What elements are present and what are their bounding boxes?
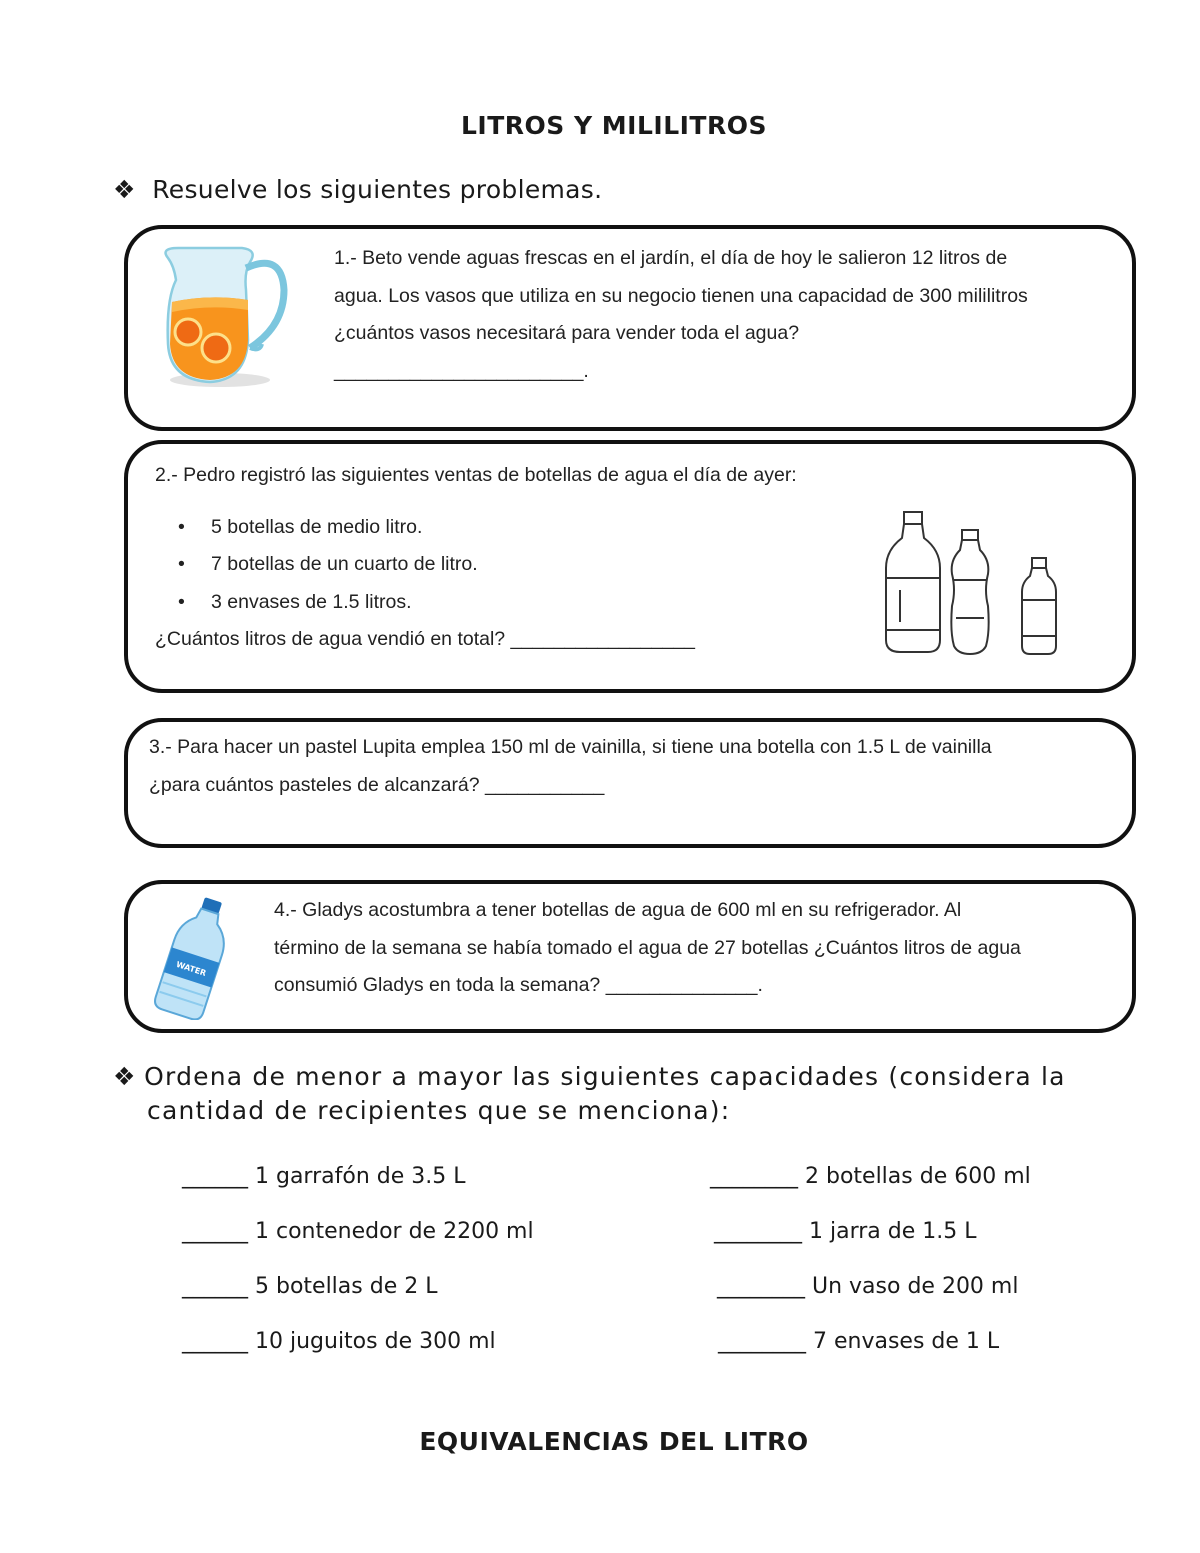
list-item: • 7 botellas de un cuarto de litro. [155, 546, 855, 584]
list-item: ______ 1 contenedor de 2200 ml [182, 1219, 534, 1244]
problem-4-line: 4.- Gladys acostumbra a tener botellas de agua de 600 ml en su refrigerador. Al [274, 899, 962, 921]
page-title: LITROS Y MILILITROS [460, 111, 767, 140]
bottle-label: WATER [174, 959, 208, 978]
water-bottle-icon [150, 895, 240, 1020]
section-heading-order [113, 1060, 1118, 1128]
section-heading-line: Ordena de menor a mayor las siguientes capacidades (considera la [135, 1062, 1066, 1091]
problem-1-line: 1.- Beto vende aguas frescas en el jardín, el día de hoy le salieron 12 litros de [334, 247, 1008, 269]
list-item: ________ 2 botellas de 600 ml [710, 1164, 1031, 1189]
problem-4-text [274, 892, 1021, 1005]
section-heading-line: cantidad de recipientes que se menciona): [147, 1096, 731, 1125]
diamond-bullet-icon: ❖ [113, 175, 136, 204]
problem-1-text [334, 240, 1028, 390]
problem-4-answer-line: consumió Gladys en toda la semana? ______________. [274, 974, 763, 996]
list-item: ______ 1 garrafón de 3.5 L [182, 1164, 466, 1189]
order-list-right [710, 1164, 1031, 1384]
equivalences-title: EQUIVALENCIAS DEL LITRO [419, 1427, 809, 1456]
bullet-icon: • [178, 515, 185, 538]
problem-4-line: término de la semana se había tomado el agua de 27 botellas ¿Cuántos litros de agua [274, 936, 1021, 959]
bullet-icon: • [178, 553, 185, 575]
list-item: • 5 botellas de medio litro. [155, 509, 855, 547]
problem-2-intro: 2.- Pedro registró las siguientes ventas de botellas de agua el día de ayer: [155, 464, 797, 486]
list-item: ________ Un vaso de 200 ml [717, 1274, 1019, 1299]
problem-2-question: ¿Cuántos litros de agua vendió en total? _________________ [155, 628, 695, 650]
list-item: • 3 envases de 1.5 litros. [155, 584, 855, 622]
problem-1-line: agua. Los vasos que utiliza en su negocio tienen una capacidad de 300 mililitros [334, 284, 1028, 307]
section-heading-problems [113, 175, 602, 204]
problem-3-line: 3.- Para hacer un pastel Lupita emplea 150 ml de vainilla, si tiene una botella con 1.5 L de vainilla [149, 736, 992, 758]
bottles-sketch-icon [870, 500, 1070, 660]
bullet-icon: • [178, 590, 185, 613]
problem-3-line: ¿para cuántos pasteles de alcanzará? ___________ [149, 773, 605, 796]
section-heading-text: Resuelve los siguientes problemas. [152, 175, 603, 204]
order-list-left [182, 1164, 534, 1384]
list-item: ______ 5 botellas de 2 L [182, 1274, 438, 1299]
list-item: ________ 7 envases de 1 L [718, 1329, 1000, 1354]
problem-1-line: ¿cuántos vasos necesitará para vender toda el agua? [334, 322, 800, 344]
list-item: ______ 10 juguitos de 300 ml [182, 1329, 496, 1354]
pitcher-icon [150, 240, 290, 390]
problem-1-answer-blank: _______________________. [334, 359, 589, 382]
problem-2-text [155, 457, 855, 659]
problem-3-text [149, 729, 992, 804]
diamond-bullet-icon: ❖ [113, 1062, 137, 1091]
list-item: ________ 1 jarra de 1.5 L [714, 1219, 977, 1244]
